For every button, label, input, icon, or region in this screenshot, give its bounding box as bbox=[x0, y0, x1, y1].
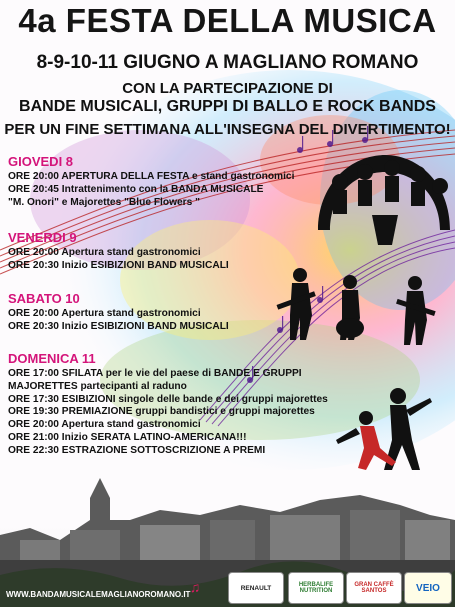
groups-line: BANDE MUSICALI, GRUPPI DI BALLO E ROCK BANDS bbox=[19, 98, 436, 115]
website-link[interactable]: WWW.BANDAMUSICALEMAGLIANOROMANO.IT bbox=[6, 590, 191, 599]
festival-title: 4a FESTA DELLA MUSICA bbox=[18, 2, 437, 39]
festival-dates: 8-9-10-11 GIUGNO A MAGLIANO ROMANO bbox=[36, 52, 419, 73]
schedule-line: ORE 17:00 SFILATA per le vie del paese di BANDE E GRUPPI bbox=[8, 368, 302, 379]
sponsor-veio: VEIO bbox=[404, 572, 452, 604]
day-heading: DOMENICA 11 bbox=[8, 351, 96, 366]
schedule-friday bbox=[8, 230, 229, 273]
schedule-line: ORE 20:30 Inizio ESIBIZIONI BAND MUSICALI bbox=[8, 259, 229, 271]
day-heading: VENERDI 9 bbox=[8, 230, 77, 245]
schedule-line: ORE 20:00 APERTURA DELLA FESTA e stand gastronomici bbox=[8, 171, 295, 182]
sponsor-herbalife: HERBALIFE NUTRITION bbox=[288, 572, 344, 604]
rock-band-silhouette bbox=[277, 268, 436, 345]
sponsor-santos: GRAN CAFFÈ SANTOS bbox=[346, 572, 402, 604]
participation-line: CON LA PARTECIPAZIONE DI bbox=[122, 80, 333, 97]
schedule-saturday bbox=[8, 291, 229, 334]
schedule-line: ORE 20:30 Inizio ESIBIZIONI BAND MUSICALI bbox=[8, 320, 229, 332]
schedule-line: ORE 20:45 Intrattenimento con la BANDA MUSICALE bbox=[8, 183, 264, 195]
schedule-line: ORE 22:30 ESTRAZIONE SOTTOSCRIZIONE A PREMI bbox=[8, 444, 266, 456]
schedule-thursday bbox=[8, 154, 294, 209]
schedule-line: ORE 21:00 Inizio SERATA LATINO-AMERICANA!!! bbox=[8, 431, 247, 443]
schedule-line: ORE 17:30 ESIBIZIONI singole delle bande e dei gruppi majorettes bbox=[8, 393, 328, 405]
schedule-line: ORE 20:00 Apertura stand gastronomici bbox=[8, 308, 201, 319]
sponsor-renault: RENAULT bbox=[228, 572, 284, 604]
schedule-sunday bbox=[8, 351, 328, 458]
day-heading: GIOVEDI 8 bbox=[8, 154, 74, 169]
day-heading: SABATO 10 bbox=[8, 291, 80, 306]
schedule-line: "M. Onori" e Majorettes "Blue Flowers " bbox=[8, 196, 200, 208]
band-logo-icon: ♫ bbox=[189, 579, 201, 595]
tagline: PER UN FINE SETTIMANA ALL'INSEGNA DEL DIVERTIMENTO! bbox=[4, 121, 451, 138]
schedule-line: ORE 20:00 Apertura stand gastronomici bbox=[8, 247, 201, 258]
schedule-line: ORE 19:30 PREMIAZIONE gruppi bandistici e gruppi majorettes bbox=[8, 406, 315, 418]
schedule-line: ORE 20:00 Apertura stand gastronomici bbox=[8, 419, 201, 431]
schedule-line: MAJORETTES partecipanti al raduno bbox=[8, 380, 187, 392]
